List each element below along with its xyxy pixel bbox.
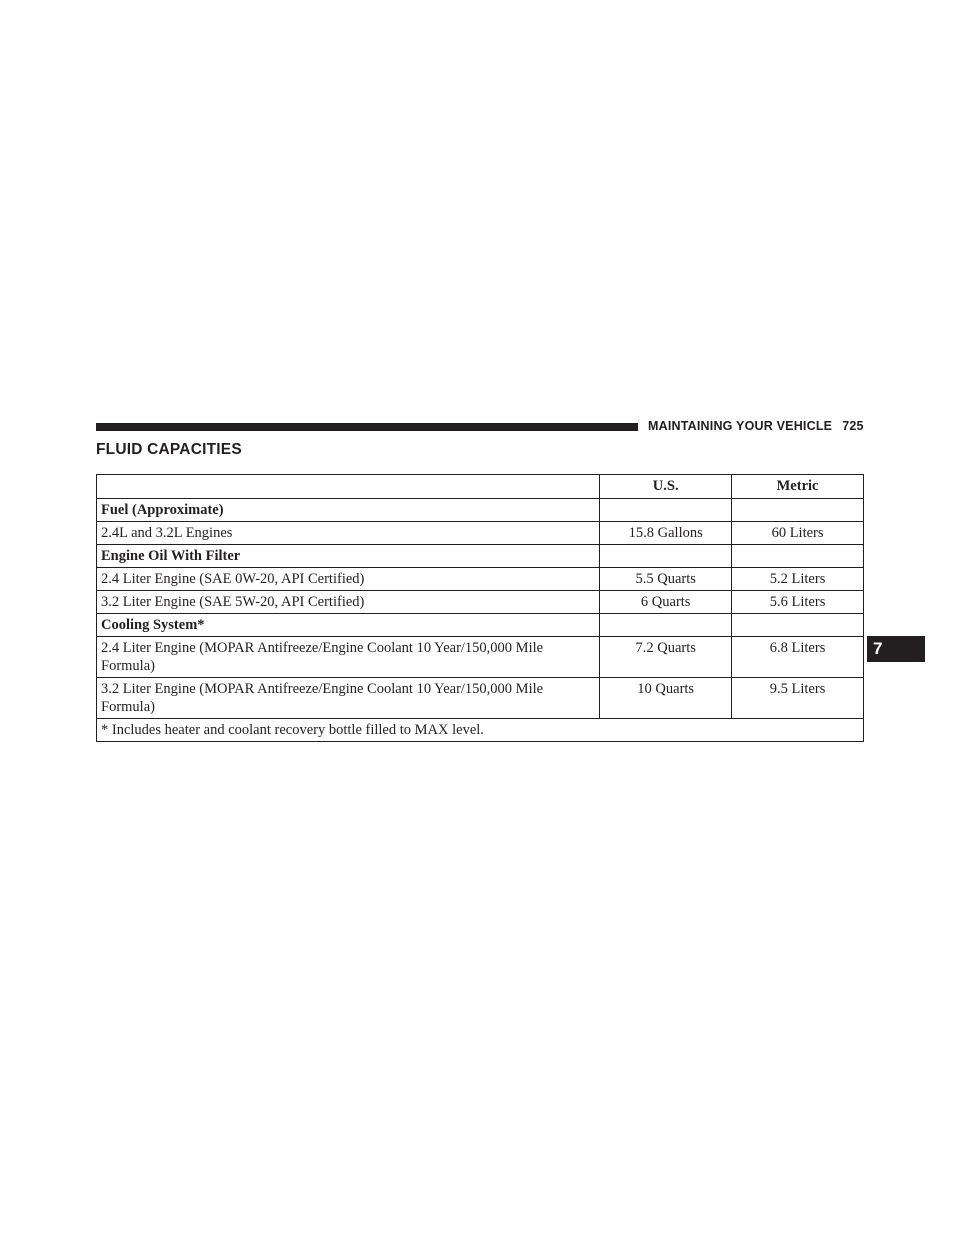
running-header <box>648 419 864 433</box>
category-row <box>97 499 864 522</box>
table-row <box>97 522 864 545</box>
row-metric-value: 6.8 Liters <box>732 637 864 678</box>
page-number: 725 <box>842 419 864 433</box>
row-us-value: 7.2 Quarts <box>600 637 732 678</box>
column-header-description <box>97 475 600 499</box>
row-metric-value: 9.5 Liters <box>732 678 864 719</box>
section-title: FLUID CAPACITIES <box>96 441 242 458</box>
table-row <box>97 568 864 591</box>
row-us-value <box>600 499 732 522</box>
header-section-title: MAINTAINING YOUR VEHICLE <box>648 419 833 433</box>
fluid-capacities-table <box>96 474 864 742</box>
row-metric-value: 5.6 Liters <box>732 591 864 614</box>
row-us-value <box>600 545 732 568</box>
table-header-row <box>97 475 864 499</box>
table-row <box>97 591 864 614</box>
chapter-tab: 7 <box>867 636 925 662</box>
row-metric-value <box>732 545 864 568</box>
row-metric-value <box>732 499 864 522</box>
row-metric-value: 60 Liters <box>732 522 864 545</box>
table-body <box>97 499 864 719</box>
row-us-value <box>600 614 732 637</box>
category-row <box>97 614 864 637</box>
row-label: Engine Oil With Filter <box>97 545 600 568</box>
row-label: 2.4L and 3.2L Engines <box>97 522 600 545</box>
header-rule <box>96 423 638 431</box>
row-label: 3.2 Liter Engine (SAE 5W-20, API Certified) <box>97 591 600 614</box>
row-metric-value: 5.2 Liters <box>732 568 864 591</box>
table-row <box>97 678 864 719</box>
row-us-value: 15.8 Gallons <box>600 522 732 545</box>
footnote: * Includes heater and coolant recovery bottle filled to MAX level. <box>97 719 864 742</box>
row-us-value: 5.5 Quarts <box>600 568 732 591</box>
category-row <box>97 545 864 568</box>
row-label: 2.4 Liter Engine (MOPAR Antifreeze/Engine Coolant 10 Year/150,000 Mile Formula) <box>97 637 600 678</box>
row-us-value: 10 Quarts <box>600 678 732 719</box>
footnote-row <box>97 719 864 742</box>
row-label: 3.2 Liter Engine (MOPAR Antifreeze/Engine Coolant 10 Year/150,000 Mile Formula) <box>97 678 600 719</box>
row-us-value: 6 Quarts <box>600 591 732 614</box>
column-header-us: U.S. <box>600 475 732 499</box>
row-metric-value <box>732 614 864 637</box>
table-row <box>97 637 864 678</box>
row-label: Fuel (Approximate) <box>97 499 600 522</box>
row-label: 2.4 Liter Engine (SAE 0W-20, API Certified) <box>97 568 600 591</box>
column-header-metric: Metric <box>732 475 864 499</box>
row-label: Cooling System* <box>97 614 600 637</box>
